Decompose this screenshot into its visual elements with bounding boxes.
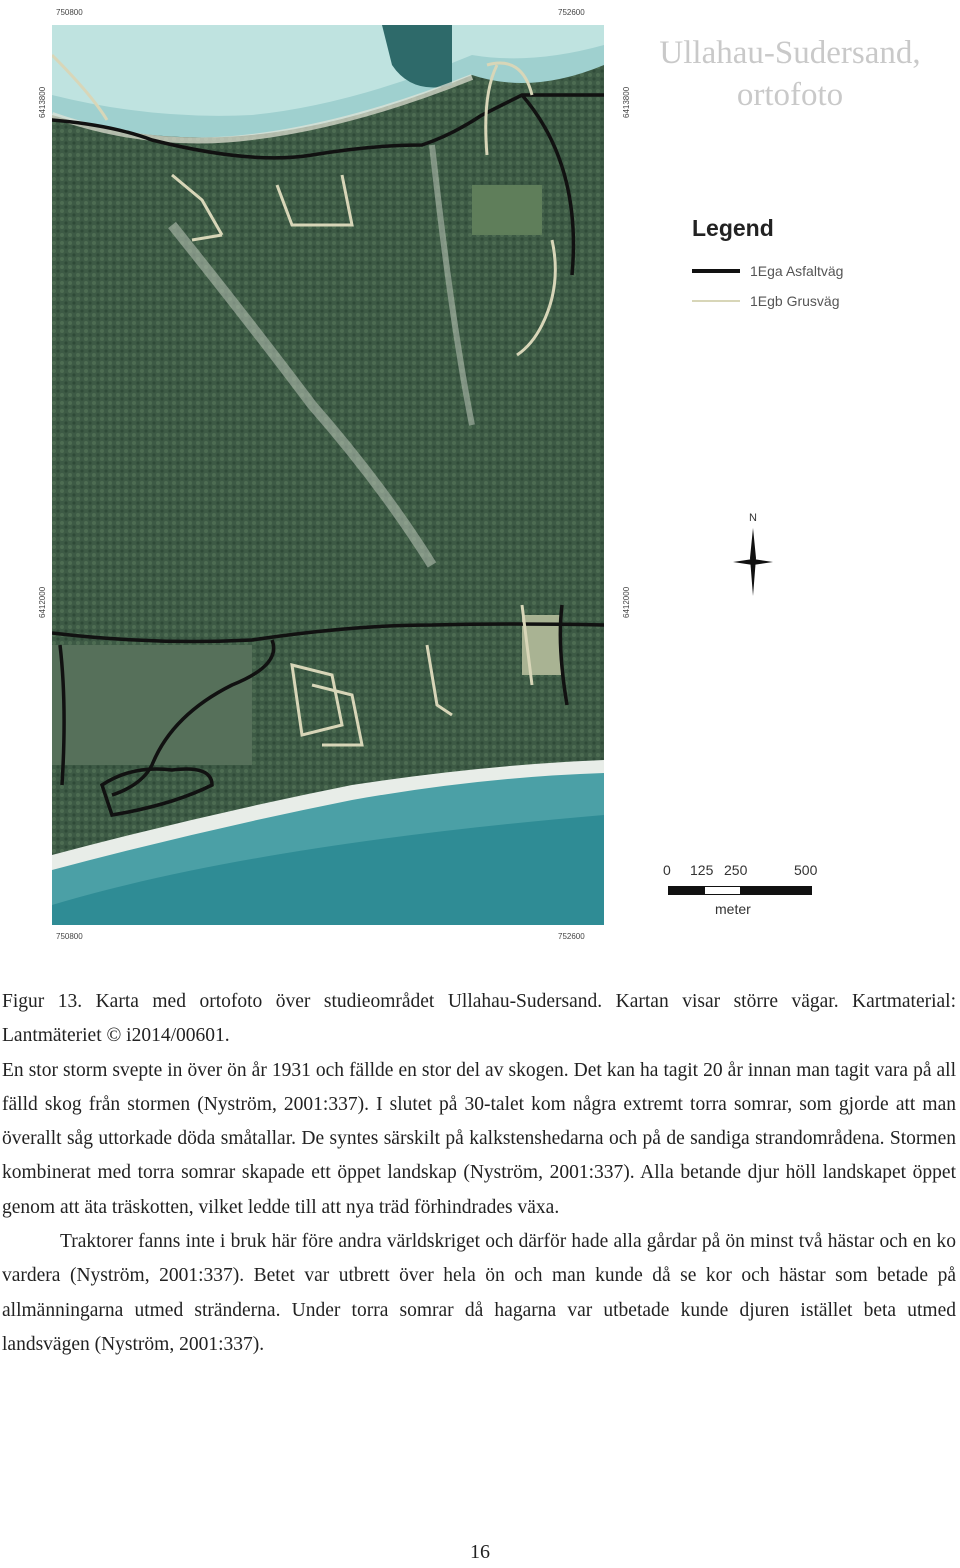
asphalt-road-swatch <box>692 269 740 273</box>
north-arrow-icon <box>728 512 778 602</box>
page-number: 16 <box>470 1541 490 1563</box>
body-text <box>2 985 956 1362</box>
scale-tick: 250 <box>724 862 748 878</box>
legend-item-asphalt <box>692 256 843 286</box>
paragraph: En stor storm svepte in över ön år 1931 och fällde en stor del av skogen. Det kan ha tagit 20 år innan man tagit vara på all fälld skog från stormen (Nyström, 2001:337). I slutet på 30-talet kom några extremt torra somrar, som gjorde att man överallt såg uttorkade döda småtallar. De syntes särskilt på kalkstenshedarna och på de sandiga strandområdena. Stormen kombinerat med torra somrar skapade ett öppet landskap (Nyström, 2001:337). Alla betande djur höll landskapet öppet genom att äta träskotten, vilket ledde till att nya träd förhindrades växa. <box>2 1059 956 1218</box>
coord-x-top-left: 750800 <box>56 8 83 17</box>
north-label: N <box>749 512 757 524</box>
coord-y-top-right: 6413800 <box>622 86 631 118</box>
coord-x-bottom-left: 750800 <box>56 932 83 941</box>
map-title <box>640 32 940 116</box>
paragraph: Traktorer fanns inte i bruk här före andra världskriget och därför hade alla gårdar på ön minst två hästar och en ko vardera (Nyström, 2001:337). Betet var utbrett över hela ön och man kunde då se kor och hästar som betade på allmänningarna utmed stränderna. Under torra somrar då hagarna var utbetade kunde djuren istället beta utmed landsvägen (Nyström, 2001:337). <box>2 1231 956 1355</box>
scale-tick: 500 <box>794 862 818 878</box>
figure-caption: Figur 13. Karta med ortofoto över studieområdet Ullahau-Sudersand. Kartan visar större vägar. Kartmaterial: Lantmäteriet © i2014/00601. <box>2 991 956 1047</box>
coord-y-bottom-left: 6412000 <box>38 586 47 618</box>
scale-bar <box>660 862 830 917</box>
scale-tick: 125 <box>690 862 714 878</box>
legend-label: 1Ega Asfaltväg <box>750 263 844 279</box>
coord-y-bottom-right: 6412000 <box>622 586 631 618</box>
coord-x-top-right: 752600 <box>558 8 585 17</box>
map-title-line2: ortofoto <box>736 77 844 113</box>
map-title-line1: Ullahau-Sudersand, <box>659 35 921 71</box>
scale-tick: 0 <box>663 862 671 878</box>
legend-heading: Legend <box>692 215 774 241</box>
legend-label: 1Egb Grusväg <box>750 293 840 309</box>
map-legend <box>692 215 843 316</box>
gravel-road-swatch <box>692 300 740 302</box>
orthophoto-map <box>52 25 604 925</box>
legend-item-gravel <box>692 286 843 316</box>
scale-bar-graphic <box>668 886 812 895</box>
coord-y-top-left: 6413800 <box>38 86 47 118</box>
scale-unit: meter <box>715 901 751 917</box>
coord-x-bottom-right: 752600 <box>558 932 585 941</box>
